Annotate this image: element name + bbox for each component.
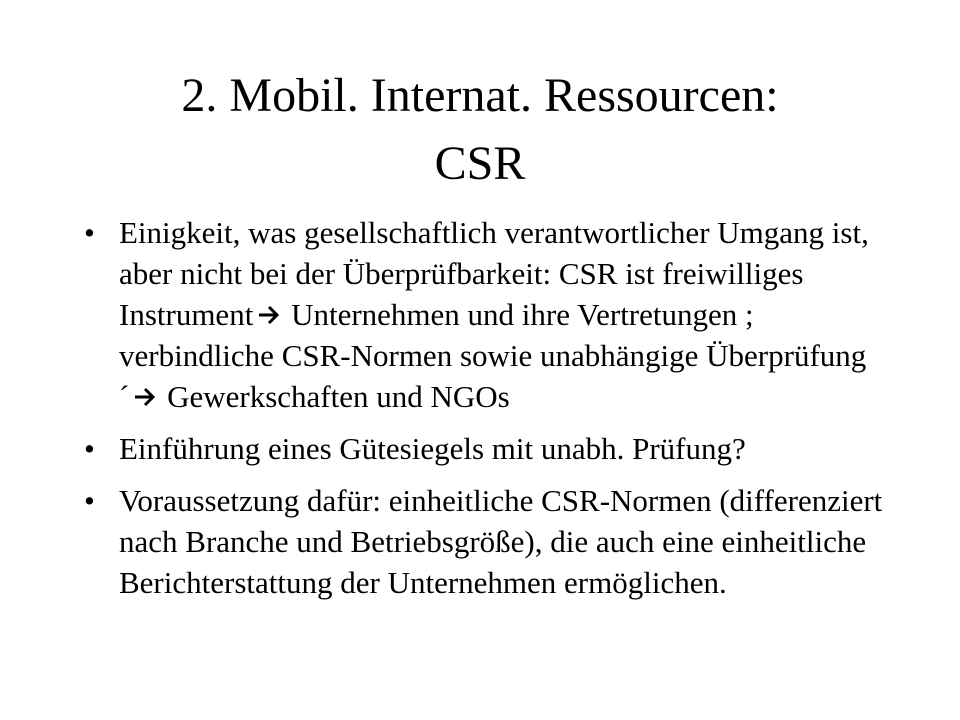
bullet-item-2 xyxy=(84,428,884,469)
bullet-item-3 xyxy=(84,480,884,603)
bullet-marker: • xyxy=(84,483,95,518)
bullet-marker: • xyxy=(84,431,95,466)
slide-title-line-1: 2. Mobil. Internat. Ressourcen: xyxy=(181,69,779,122)
bullet-item-1 xyxy=(84,212,884,417)
bullet-marker: • xyxy=(84,215,95,250)
bullet-1-text-part-3: Gewerkschaften und NGOs xyxy=(159,379,510,414)
arrow-right-icon xyxy=(257,304,281,326)
slide-title-line-2: CSR xyxy=(434,137,526,190)
bullet-2-text: Einführung eines Gütesiegels mit unabh. Prüfung? xyxy=(119,431,746,466)
arrow-right-icon xyxy=(133,386,157,408)
bullet-list xyxy=(84,212,884,614)
bullet-3-text: Voraussetzung dafür: einheitliche CSR-Normen (differenziert nach Branche und Betriebsgröße), die auch eine einheitliche Berichterstattung der Unternehmen ermöglichen. xyxy=(119,483,883,600)
bullet-1-text-part-1: Einigkeit, was gesellschaftlich verantwortlicher Umgang ist, aber nicht bei der Überprüfbarkeit: CSR ist freiwilliges Instrument xyxy=(119,215,869,332)
slide-title xyxy=(0,62,960,198)
bullet-1-text-part-2: Unternehmen und ihre Vertretungen ; verbindliche CSR-Normen sowie unabhängige Überprüfung ´ xyxy=(119,297,867,414)
